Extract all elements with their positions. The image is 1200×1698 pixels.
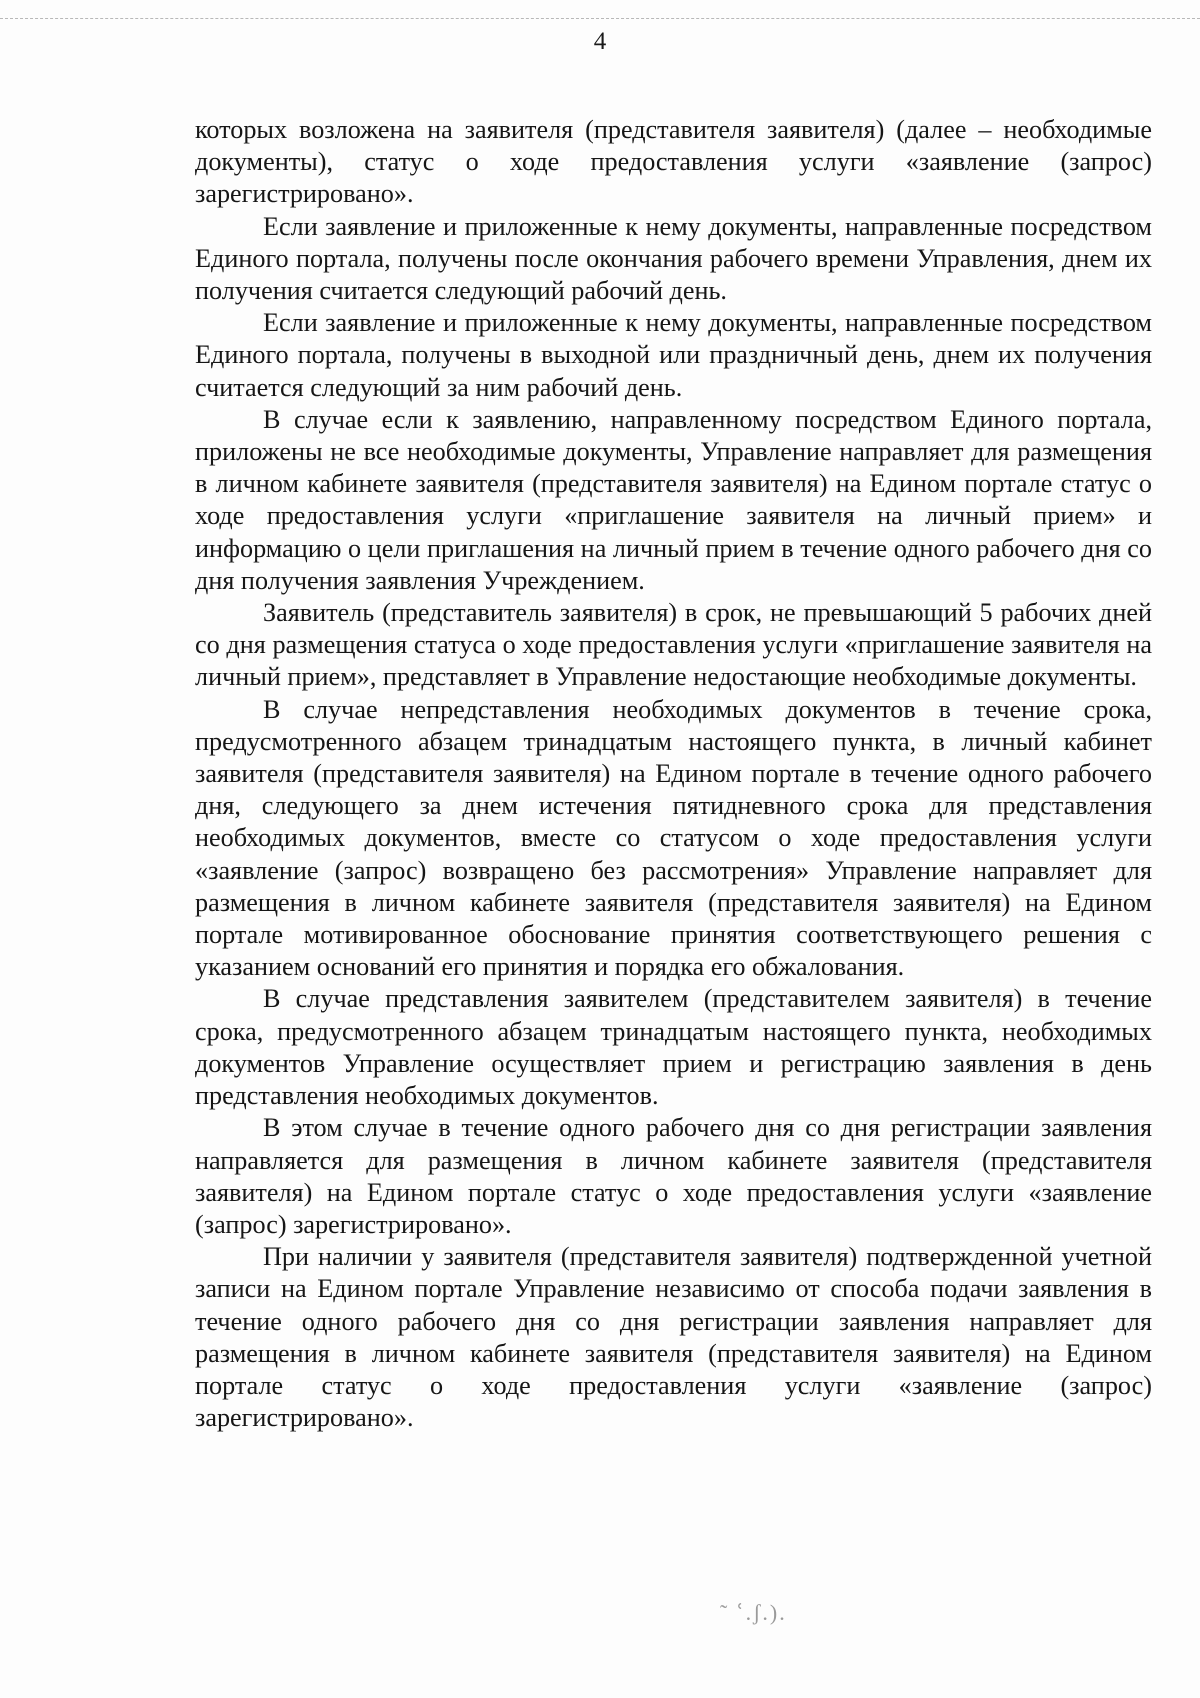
footer-stamp-mark: ˜ ՙ.ʃ.). [720, 1600, 787, 1625]
scan-top-edge [0, 18, 1200, 19]
paragraph-incomplete-documents: В случае если к заявлению, направленному посредством Единого портала, приложены не все необходимые документы, Управление направляет для размещения в личном кабинете заявителя (представителя заявителя) на Едином портале статус о ходе предоставления услуги «приглашение заявителя на личный прием» и информацию о цели приглашения на личный прием в течение одного рабочего дня со дня получения заявления Учреждением. [195, 404, 1152, 595]
paragraph-applicant-deadline: Заявитель (представитель заявителя) в срок, не превышающий 5 рабочих дней со дня размещения статуса о ходе предоставления услуги «приглашение заявителя на личный прием», представляет в Управление недостающие необходимые документы. [195, 598, 1152, 692]
paragraph-after-hours: Если заявление и приложенные к нему документы, направленные посредством Единого портала, получены после окончания рабочего времени Управления, днем их получения считается следующий рабочий день. [195, 211, 1152, 306]
paragraph-continuation: которых возложена на заявителя (представителя заявителя) (далее – необходимые документы), статус о ходе предоставления услуги «заявление (запрос) зарегистрировано». [195, 115, 1152, 209]
paragraph-submission: В случае представления заявителем (представителем заявителя) в течение срока, предусмотренного абзацем тринадцатым настоящего пункта, необходимых документов Управление осуществляет прием и регистрацию заявления в день представления необходимых документов. [195, 984, 1152, 1111]
paragraph-registration-status: В этом случае в течение одного рабочего дня со дня регистрации заявления направляется для размещения в личном кабинете заявителя (представителя заявителя) на Едином портале статус о ходе предоставления услуги «заявление (запрос) зарегистрировано». [195, 1113, 1152, 1239]
paragraph-non-submission: В случае непредставления необходимых документов в течение срока, предусмотренного абзацем тринадцатым настоящего пункта, в личный кабинет заявителя (представителя заявителя) на Едином портале в течение одного рабочего дня, следующего за днем истечения пятидневного срока для представления необходимых документов, вместе со статусом о ходе предоставления услуги «заявление (запрос) возвращено без рассмотрения» Управление направляет для размещения в личном кабинете заявителя (представителя заявителя) на Едином портале мотивированное обоснование принятия соответствующего решения с указанием оснований его принятия и порядка его обжалования. [195, 694, 1152, 982]
paragraph-holiday: Если заявление и приложенные к нему документы, направленные посредством Единого портала, получены в выходной или праздничный день, днем их получения считается следующий за ним рабочий день. [195, 308, 1152, 402]
document-body [195, 114, 1152, 1434]
page-number: 4 [593, 28, 607, 55]
paragraph-verified-account: При наличии у заявителя (представителя заявителя) подтвержденной учетной записи на Едином портале Управление независимо от способа подачи заявления в течение одного рабочего дня со дня регистрации заявления направляет для размещения в личном кабинете заявителя (представителя заявителя) на Едином портале статус о ходе предоставления услуги «заявление (запрос) зарегистрировано». [195, 1242, 1152, 1433]
